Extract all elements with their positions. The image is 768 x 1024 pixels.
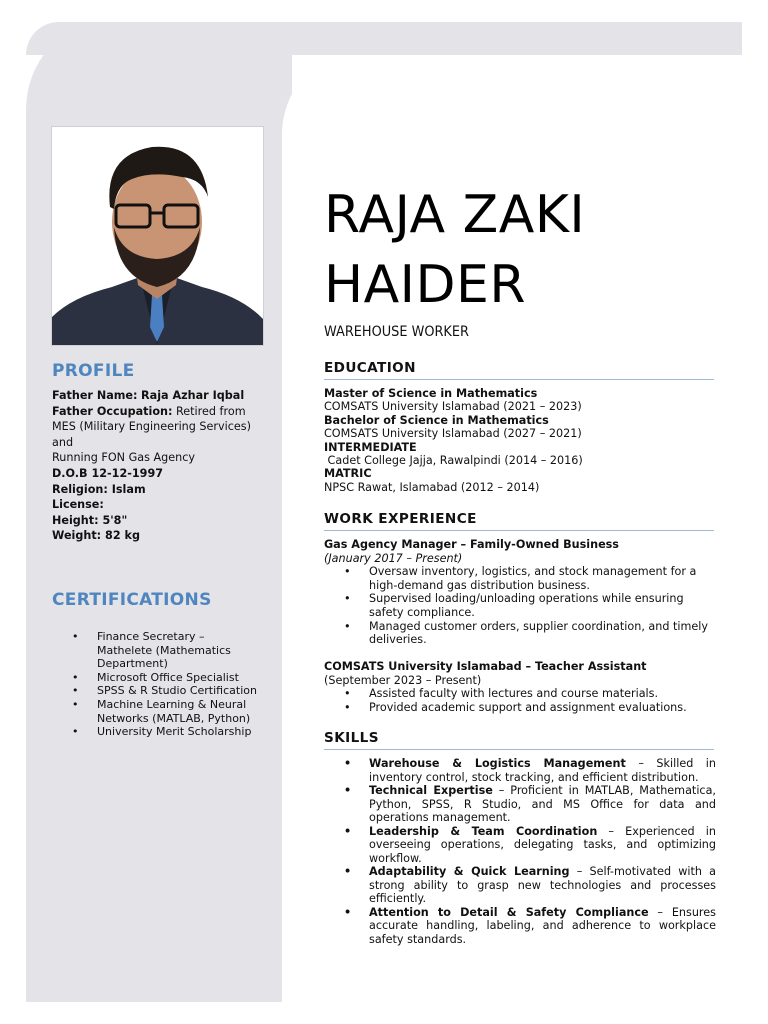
degree-detail: COMSATS University Islamabad (2021 – 2023)	[324, 400, 582, 414]
profile-heading: PROFILE	[52, 361, 135, 381]
list-item	[324, 865, 716, 906]
degree-title: MATRIC	[324, 467, 372, 481]
father-name-label: Father Name:	[52, 389, 138, 402]
skill-name: Leadership & Team Coordination	[369, 824, 598, 838]
list-item: • Managed customer orders, supplier coordination, and timely deliveries.	[324, 620, 716, 647]
father-occupation-label: Father Occupation:	[52, 404, 173, 418]
weight: Weight: 82 kg	[52, 529, 140, 543]
education-heading: EDUCATION	[324, 360, 714, 380]
degree-detail: COMSATS University Islamabad (2027 – 2021)	[324, 427, 582, 441]
job-entry	[324, 538, 716, 647]
license: License:	[52, 498, 104, 512]
skill-desc: – Ensures accurate handling, labeling, and adherence to workplace safety standards.	[369, 905, 716, 946]
certifications-heading: CERTIFICATIONS	[52, 590, 212, 610]
list-item	[52, 630, 272, 671]
skill-desc: – Experienced in overseeing operations, delegating tasks, and optimizing workflow.	[369, 824, 716, 865]
job-title: WAREHOUSE WORKER	[324, 324, 469, 340]
list-item: • Supervised loading/unloading operations while ensuring safety compliance.	[324, 592, 716, 619]
father-occupation-line3: and	[52, 435, 74, 449]
skill-desc: – Skilled in inventory control, stock tracking, and efficient distribution.	[369, 757, 716, 784]
list-item	[52, 684, 272, 698]
list-item	[52, 671, 272, 685]
list-item	[324, 757, 716, 784]
cert-text: • University Merit Scholarship	[97, 725, 252, 739]
cert-text: • Finance Secretary –	[97, 630, 205, 643]
list-item: • Oversaw inventory, logistics, and stock management for a high-demand gas distribution business.	[324, 565, 716, 592]
work-experience-heading: WORK EXPERIENCE	[324, 511, 714, 531]
skill-name: Adaptability & Quick Learning	[369, 865, 570, 878]
job-bullets	[324, 687, 716, 714]
cert-text: • SPSS & R Studio Certification	[97, 684, 257, 698]
list-item	[324, 825, 716, 866]
degree-title: INTERMEDIATE	[324, 440, 417, 454]
cert-text: Mathelete (Mathematics	[97, 643, 231, 657]
profile-details	[52, 388, 262, 544]
degree-title: Bachelor of Science in Mathematics	[324, 413, 549, 427]
name-line-2: HAIDER	[324, 255, 527, 315]
job-entry	[324, 660, 716, 714]
job-bullets	[324, 565, 716, 647]
skill-desc: – Self-motivated with a strong ability to grasp new technologies and processes efficiently.	[369, 865, 717, 905]
job-entry-title: COMSATS University Islamabad – Teacher Assistant	[324, 660, 647, 673]
father-occupation-line2: MES (Military Engineering Services)	[52, 420, 251, 434]
list-item: • Provided academic support and assignment evaluations.	[324, 701, 716, 715]
candidate-name	[324, 180, 724, 320]
skill-name: Warehouse & Logistics Management	[369, 757, 626, 770]
name-line-1: RAJA ZAKI	[324, 185, 586, 245]
skill-desc: – Proficient in MATLAB, Mathematica, Python, SPSS, R Studio, and MS Office for data and operations management.	[369, 784, 716, 824]
job-entry-period: (September 2023 – Present)	[324, 673, 482, 687]
list-item	[52, 698, 272, 725]
skill-name: Technical Expertise	[369, 784, 493, 797]
cert-text: • Machine Learning & Neural	[97, 697, 247, 711]
job-entry-period: (January 2017 – Present)	[324, 551, 463, 565]
religion: Religion: Islam	[52, 482, 146, 496]
cert-text: Department)	[97, 657, 168, 671]
list-item	[324, 784, 716, 825]
cert-text: Networks (MATLAB, Python)	[97, 711, 251, 725]
skill-name: Attention to Detail & Safety Compliance	[369, 905, 649, 919]
father-occupation-value: Retired from	[176, 404, 246, 418]
list-item	[324, 906, 716, 947]
father-name-row	[52, 388, 262, 404]
skills-list	[324, 757, 716, 946]
education-list	[324, 387, 714, 494]
profile-photo	[52, 127, 263, 345]
list-item: • Assisted faculty with lectures and course materials.	[324, 687, 716, 701]
father-occupation-line4: Running FON Gas Agency	[52, 451, 195, 465]
job-entry-title: Gas Agency Manager – Family-Owned Business	[324, 538, 619, 551]
degree-title: Master of Science in Mathematics	[324, 387, 538, 400]
father-name-value: Raja Azhar Iqbal	[141, 389, 245, 402]
list-item	[52, 725, 272, 739]
degree-detail: Cadet College Jajja, Rawalpindi (2014 – 2016)	[324, 454, 583, 468]
certifications-list	[52, 630, 272, 739]
skills-heading: SKILLS	[324, 730, 714, 750]
height: Height: 5'8"	[52, 513, 128, 527]
father-occupation-row	[52, 404, 262, 420]
dob: D.O.B 12-12-1997	[52, 466, 164, 480]
cert-text: • Microsoft Office Specialist	[97, 670, 239, 684]
degree-detail: NPSC Rawat, Islamabad (2012 – 2014)	[324, 480, 540, 494]
